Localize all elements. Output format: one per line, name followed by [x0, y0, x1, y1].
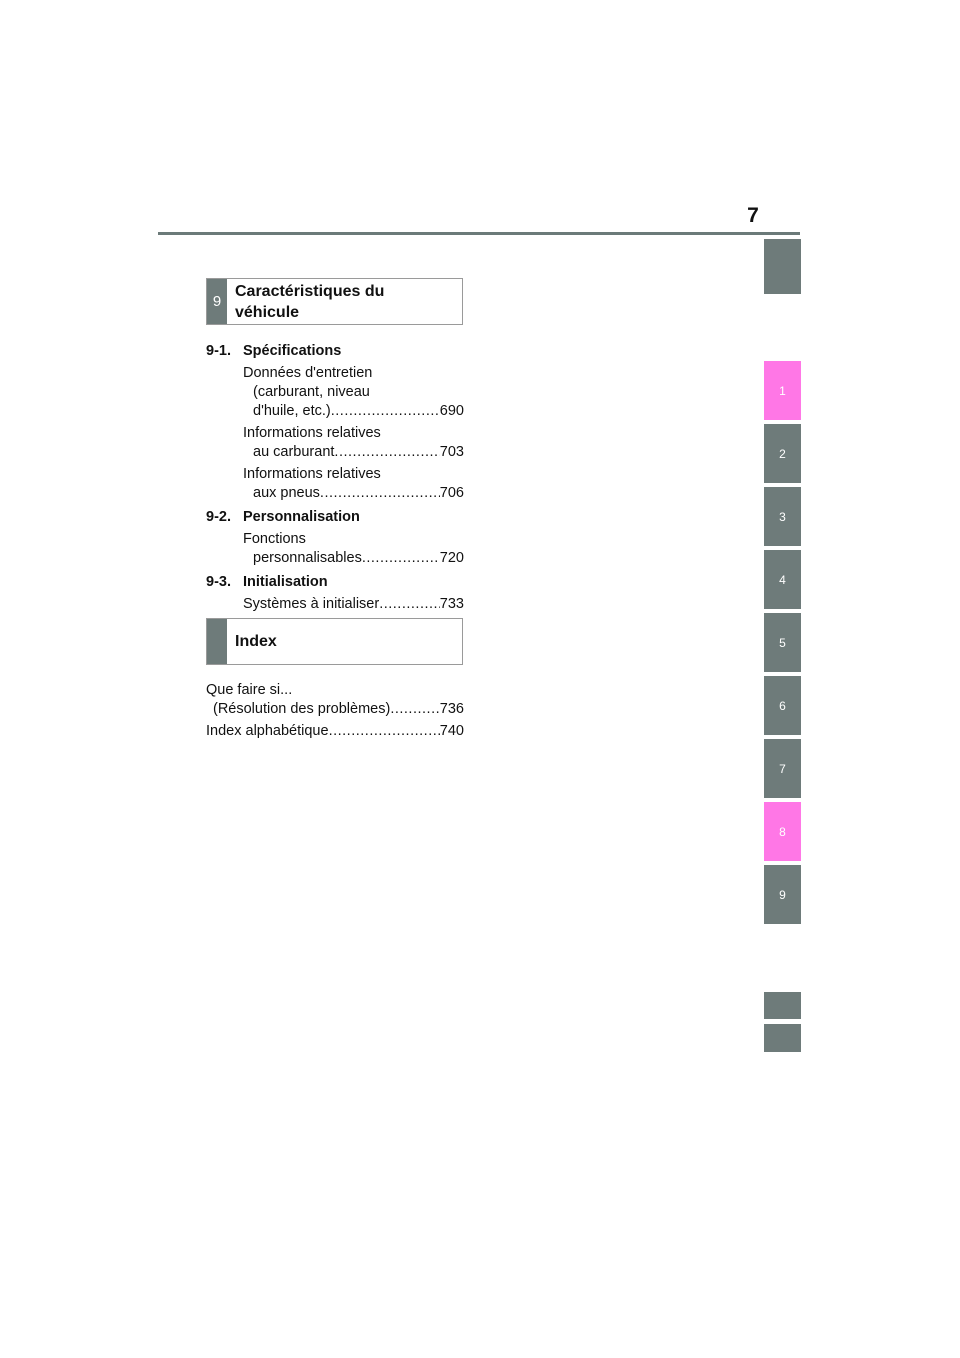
index-section-header	[206, 618, 463, 665]
page-number: 7	[747, 204, 759, 227]
section-number: 9	[207, 279, 227, 324]
chapter-tab-6[interactable]: 6	[764, 676, 801, 735]
header-rule	[158, 232, 800, 235]
chapter-tab-7[interactable]: 7	[764, 739, 801, 798]
subsection-9-3[interactable]: 9-3. Initialisation	[206, 574, 328, 590]
section-9-header	[206, 278, 463, 325]
chapter-tab-blank-b[interactable]	[764, 1024, 801, 1052]
section-9-toc	[206, 342, 464, 614]
section-title: Index	[235, 633, 277, 650]
toc-entry[interactable]: Données d'entretien (carburant, niveau d'huile, etc.) ..... 690	[206, 364, 464, 421]
chapter-tab-9[interactable]: 9	[764, 865, 801, 924]
chapter-tab-8[interactable]: 8	[764, 802, 801, 861]
chapter-tab-5[interactable]: 5	[764, 613, 801, 672]
toc-entry[interactable]: Que faire si... (Résolution des problèmes) ..... 736	[206, 681, 464, 719]
chapter-tab-blank-a[interactable]	[764, 992, 801, 1019]
toc-entry[interactable]: Systèmes à initialiser ..... 733	[206, 595, 464, 614]
section-number-blank	[207, 619, 227, 664]
chapter-tab-4[interactable]: 4	[764, 550, 801, 609]
chapter-tab-1[interactable]: 1	[764, 361, 801, 420]
subsection-9-2[interactable]: 9-2. Personnalisation	[206, 509, 360, 525]
index-toc	[206, 681, 464, 741]
chapter-tab-2[interactable]: 2	[764, 424, 801, 483]
toc-entry[interactable]: Index alphabétique ..... 740	[206, 722, 464, 741]
subsection-9-1[interactable]: 9-1. Spécifications	[206, 343, 342, 359]
chapter-tab-blank-top[interactable]	[764, 239, 801, 294]
toc-entry[interactable]: Informations relatives aux pneus ..... 706	[206, 465, 464, 503]
toc-entry[interactable]: Fonctions personnalisables ..... 720	[206, 530, 464, 568]
toc-entry[interactable]: Informations relatives au carburant ..... 703	[206, 424, 464, 462]
section-title: Caractéristiques du véhicule	[235, 283, 385, 321]
chapter-tab-3[interactable]: 3	[764, 487, 801, 546]
